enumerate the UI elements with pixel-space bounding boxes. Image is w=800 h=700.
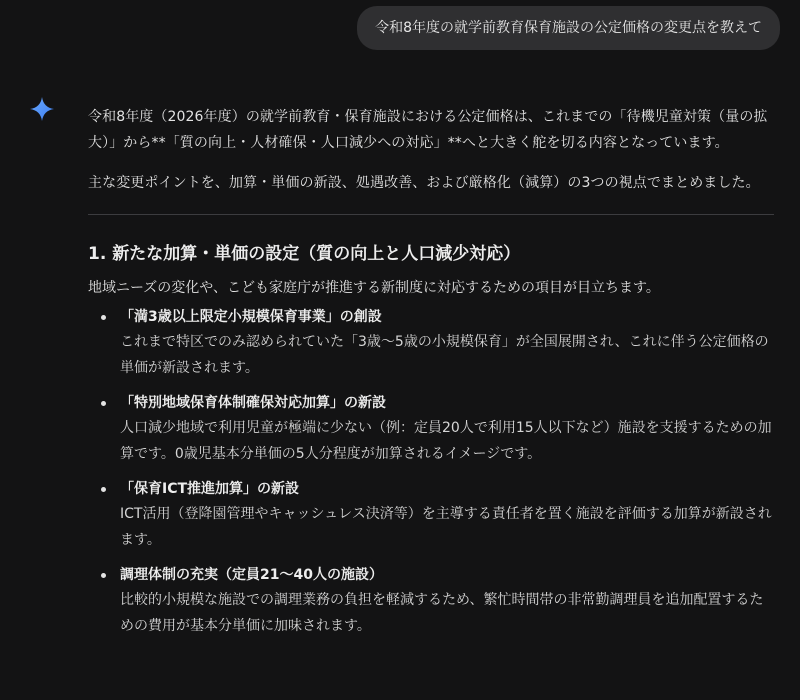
list-item (88, 391, 774, 467)
bullet-dot (101, 487, 106, 492)
section-heading: 1. 新たな加算・単価の設定（質の向上と人口減少対応） (88, 244, 521, 264)
list-item (88, 477, 774, 553)
bullet-dot (101, 315, 106, 320)
sparkle-icon (29, 96, 55, 122)
list-item-desc: 比較的小規模な施設での調理業務の負担を軽減するため、繁忙時間帯の非常勤調理員を追加配置するための費用が基本分単価に加味されます。 (120, 592, 764, 634)
response-intro: 令和8年度（2026年度）の就学前教育・保育施設における公定価格は、これまでの「待機児童対策（量の拡大）」から**「質の向上・人材確保・人口減少への対応」**へと大きく舵を切る内容となっています。 (88, 109, 768, 151)
list-item-title: 「満3歳以上限定小規模保育事業」の創設 (120, 309, 382, 325)
divider (88, 214, 774, 215)
change-list (88, 305, 774, 639)
user-message-bubble: 令和8年度の就学前教育保育施設の公定価格の変更点を教えて (357, 6, 780, 50)
assistant-response (88, 104, 774, 649)
section-lead: 地域ニーズの変化や、こども家庭庁が推進する新制度に対応するための項目が目立ちます。 (88, 280, 660, 296)
bullet-dot (101, 573, 106, 578)
list-item-title: 「特別地域保育体制確保対応加算」の新設 (120, 395, 386, 411)
list-item-title: 「保育ICT推進加算」の新設 (120, 481, 300, 497)
list-item-desc: 人口減少地域で利用児童が極端に少ない（例：定員20人で利用15人以下など）施設を支援するための加算です。0歳児基本分単価の5人分程度が加算されるイメージです。 (120, 420, 772, 462)
list-item-title: 調理体制の充実（定員21～40人の施設） (120, 567, 383, 583)
bullet-dot (101, 401, 106, 406)
list-item (88, 563, 774, 639)
list-item (88, 305, 774, 381)
response-summary: 主な変更ポイントを、加算・単価の新設、処遇改善、および厳格化（減算）の3つの視点でまとめました。 (88, 175, 760, 191)
list-item-desc: これまで特区でのみ認められていた「3歳～5歳の小規模保育」が全国展開され、これに伴う公定価格の単価が新設されます。 (120, 334, 769, 376)
list-item-desc: ICT活用（登降園管理やキャッシュレス決済等）を主導する責任者を置く施設を評価する加算が新設されます。 (120, 506, 772, 548)
